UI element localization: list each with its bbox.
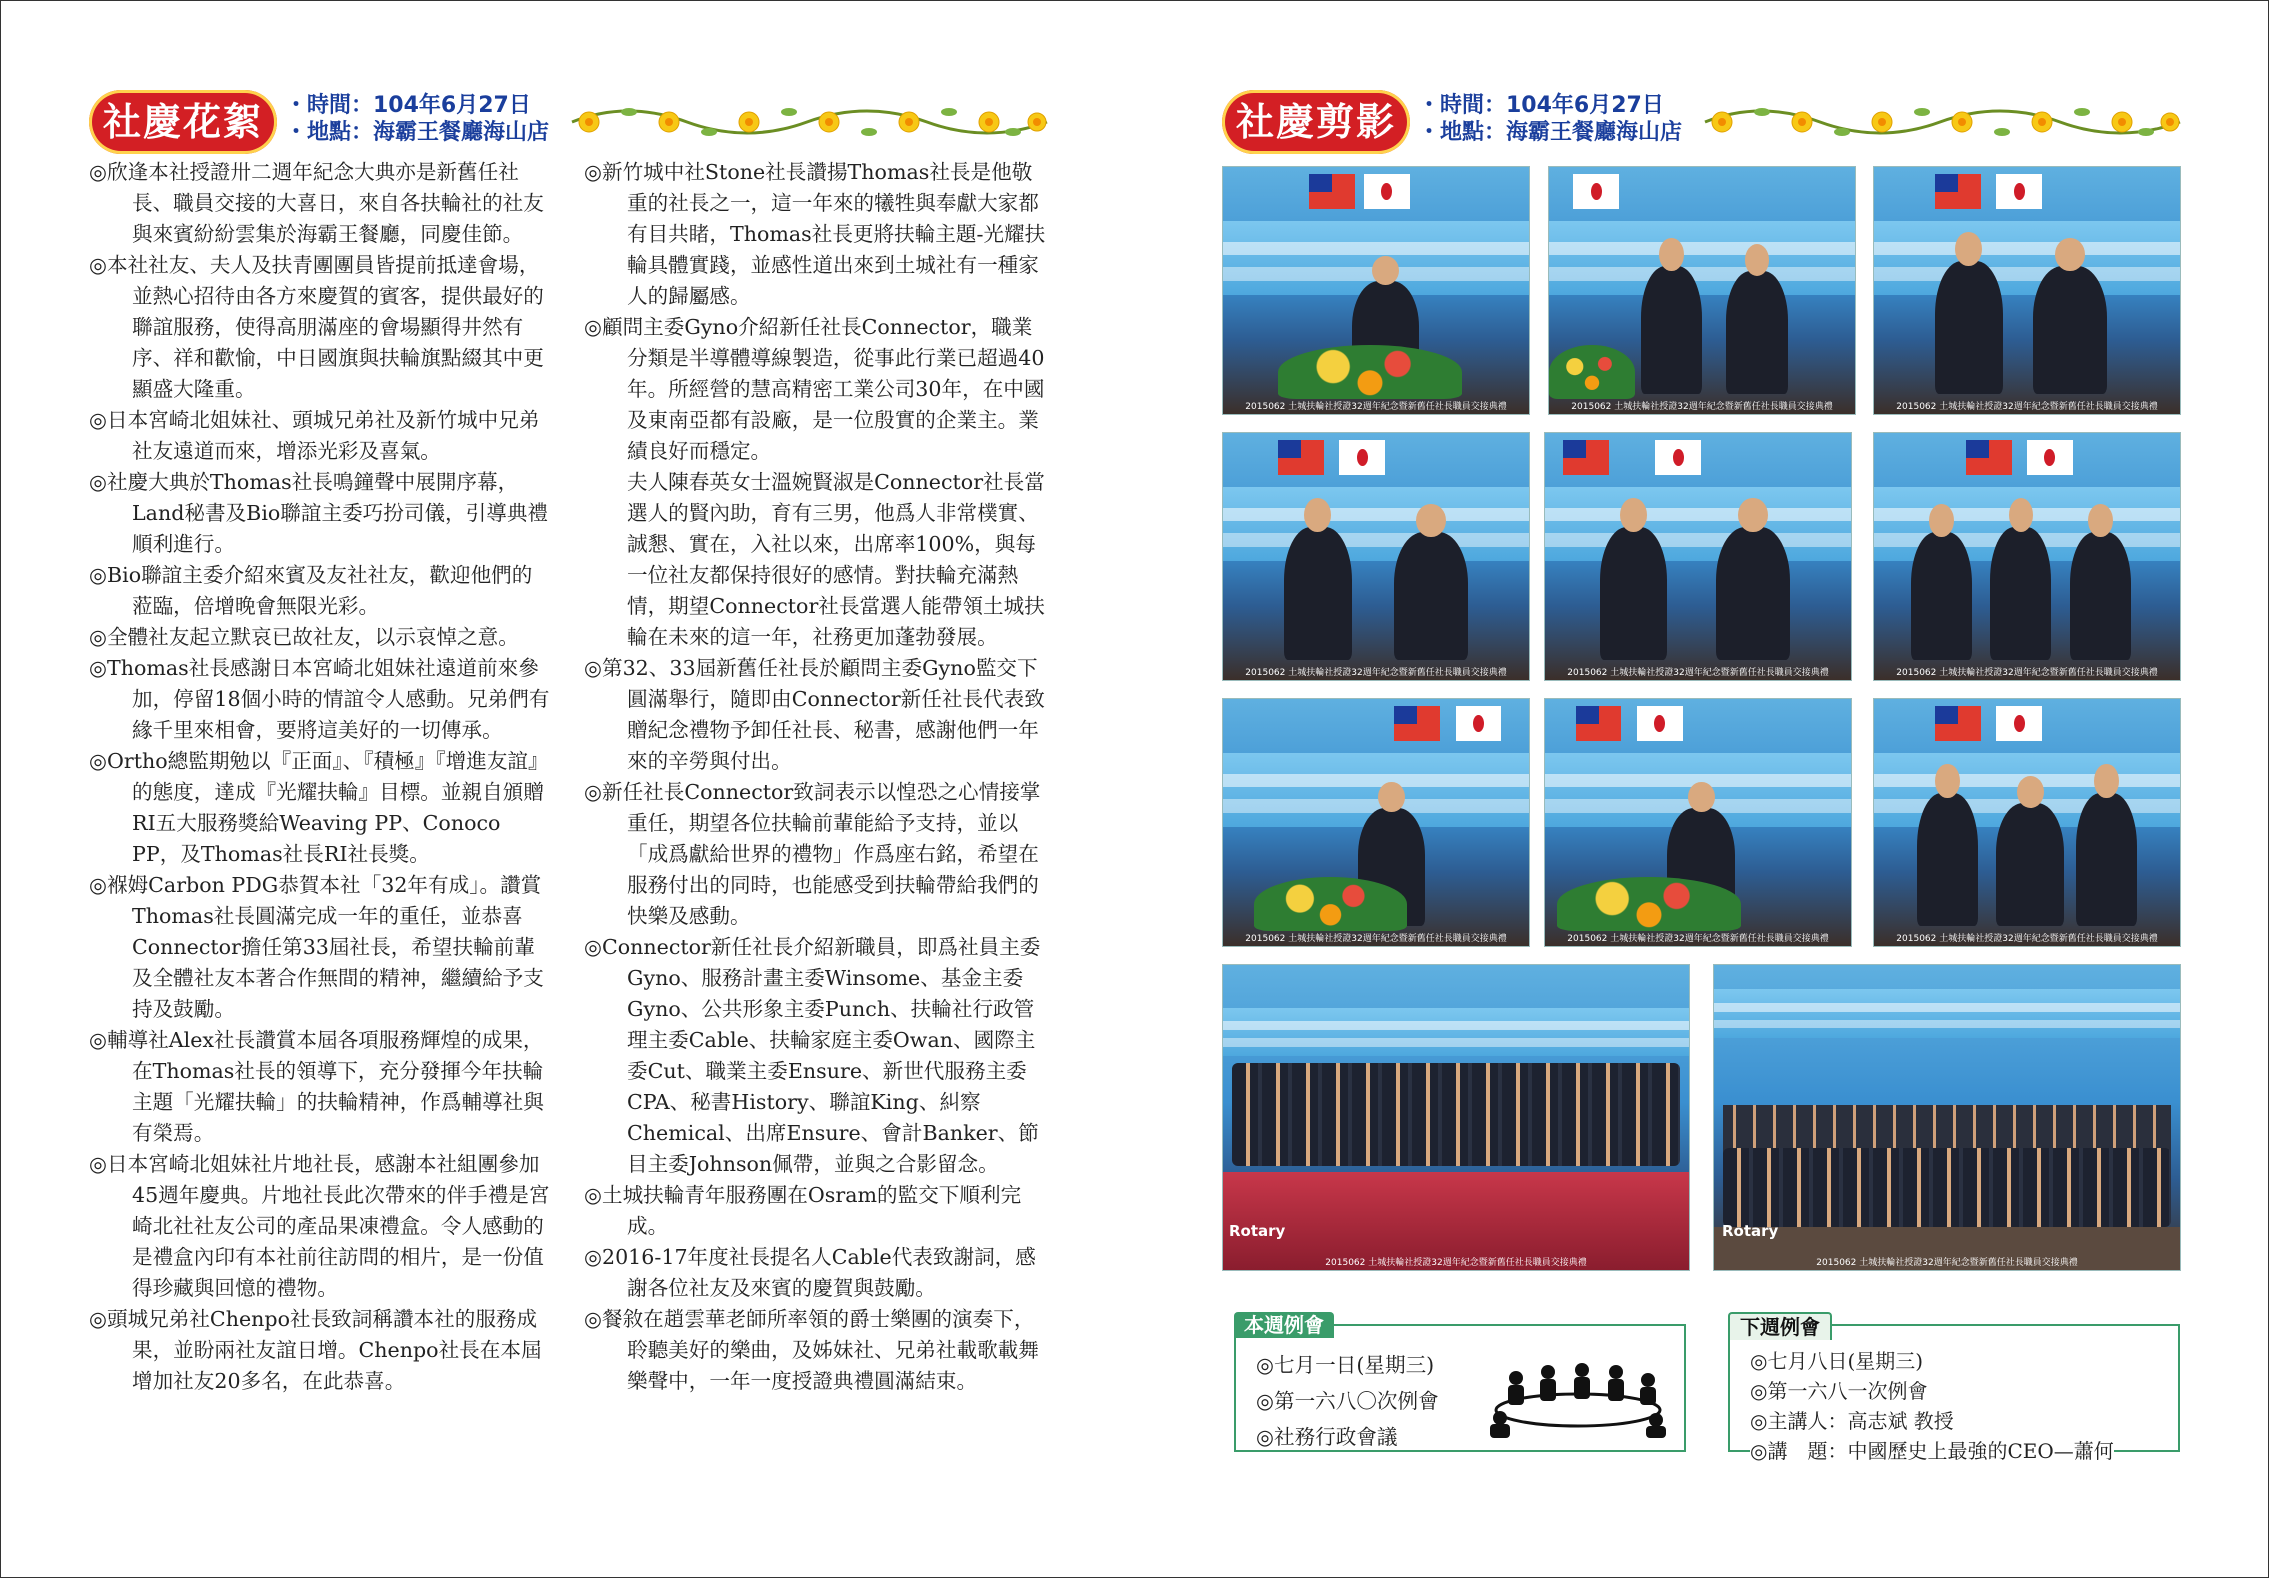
- paragraph: ◎本社社友、夫人及扶青團團員皆提前抵達會場，並熱心招待由各方來慶賀的賓客，提供最好的聯誼服務，使得高朋滿座的會場顯得井然有序、祥和歡愉，中日國旗與扶輪旗點綴其中更顯盛大隆重。: [89, 253, 544, 401]
- paragraph: ◎日本宮崎北姐妹社片地社長，感謝本社組團參加45週年慶典。片地社長此次帶來的伴手禮是宮崎北社社友公司的產品果凍禮盒。令人感動的是禮盒內印有本社前往訪問的相片，是一份值得珍藏與回憶的禮物。: [89, 1152, 550, 1300]
- rotary-logo-text: Rotary: [1229, 1222, 1286, 1240]
- left-header: [89, 90, 1049, 154]
- paragraph: ◎2016-17年度社長提名人Cable代表致謝詞，感謝各位社友及來賓的慶賀與鼓勵。: [584, 1245, 1036, 1300]
- photo-caption: 2015062 土城扶輪社授證32週年紀念暨新舊任社長職員交接典禮: [1245, 402, 1507, 412]
- event-place: ・地點：海霸王餐廳海山店: [285, 120, 550, 145]
- flower-vine-decoration: [567, 100, 1049, 144]
- event-place: ・地點：海霸王餐廳海山店: [1418, 120, 1683, 145]
- meeting-topic: ◎講 題：中國歷史上最強的CEO—蕭何: [1750, 1436, 2114, 1466]
- event-time: ・時間：104年6月27日: [285, 93, 531, 118]
- meeting-date: ◎七月八日(星期三): [1750, 1349, 1924, 1373]
- paragraph: ◎Thomas社長感謝日本宮崎北姐妹社遠道前來參加，停留18個小時的情誼令人感動。兄弟們有緣千里來相會，要將這美好的一切傳承。: [89, 656, 550, 742]
- paragraph: ◎日本宮崎北姐妹社、頭城兄弟社及新竹城中兄弟社友遠道而來，增添光彩及喜氣。: [89, 408, 540, 463]
- photo-gift-exchange: [1544, 432, 1852, 681]
- text-column-right: [584, 157, 1047, 1397]
- event-time: ・時間：104年6月27日: [1418, 93, 1664, 118]
- photo-certificate-presentation: [1548, 166, 1856, 415]
- photo-caption: 2015062 土城扶輪社授證32週年紀念暨新舊任社長職員交接典禮: [1896, 402, 2158, 412]
- paragraph: ◎新竹城中社Stone社長讚揚Thomas社長是他敬重的社長之一，這一年來的犧牲與奉獻大家都有目共睹，Thomas社長更將扶輪主題-光耀扶輪具體實踐，並感性道出來到土城社有一種家人的歸屬感。: [584, 160, 1046, 308]
- photo-speaker-podium: [1222, 698, 1530, 947]
- next-week-meeting-box: [1728, 1315, 2180, 1463]
- paragraph: ◎褓姆Carbon PDG恭賀本社「32年有成」。讚賞Thomas社長圓滿完成一年的重任，並恭喜Connector擔任第33屆社長，希望扶輪前輩及全體社友本著合作無間的精神，繼續給予支持及鼓勵。: [89, 873, 544, 1021]
- meeting-date: ◎七月一日(星期三): [1256, 1353, 1435, 1377]
- next-week-tag: 下週例會: [1728, 1312, 1832, 1340]
- paragraph: ◎第32、33屆新舊任社長於顧問主委Gyno監交下圓滿舉行，隨即由Connector新任社長代表致贈紀念禮物予卸任社長、秘書，感謝他們一年來的辛勞與付出。: [584, 656, 1045, 773]
- paragraph: ◎Bio聯誼主委介紹來賓及友社社友，歡迎他們的蒞臨，倍增晚會無限光彩。: [89, 563, 533, 618]
- this-week-tag: 本週例會: [1234, 1312, 1334, 1338]
- paragraph: ◎社慶大典於Thomas社長鳴鐘聲中展開序幕，Land秘書及Bio聯誼主委巧扮司儀，引導典禮順利進行。: [89, 470, 549, 556]
- meeting-sketch-illustration: [1486, 1358, 1670, 1440]
- photo-caption: 2015062 土城扶輪社授證32週年紀念暨新舊任社長職員交接典禮: [1245, 934, 1507, 944]
- photo-plaque-presentation: [1222, 432, 1530, 681]
- meeting-speaker: ◎主講人：高志斌 教授: [1750, 1409, 1954, 1433]
- paragraph: 夫人陳春英女士溫婉賢淑是Connector社長當選人的賢內助，育有三男，他爲人非常樸實、誠懇、實在，入社以來，出席率100%，與每一位社友都保持很好的感情。對扶輪充滿熱情，期望Connector社長當選人能帶領土城扶輪在未來的這一年，社務更加蓬勃發展。: [627, 470, 1045, 649]
- paragraph: ◎Connector新任社長介紹新職員，即爲社員主委Gyno、服務計畫主委Winsome、基金主委Gyno、公共形象主委Punch、扶輪社行政管理主委Cable、扶輪家庭主委Owan、國際主委Cut、職業主委Ensure、新世代服務主委CPA、秘書History、聯誼King、糾察Chemical、出席Ensure、會計Banker、節目主委Johnson佩帶，並與之合影留念。: [584, 935, 1041, 1176]
- photo-caption: 2015062 土城扶輪社授證32週年紀念暨新舊任社長職員交接典禮: [1567, 668, 1829, 678]
- paragraph: ◎輔導社Alex社長讚賞本屆各項服務輝煌的成果，在Thomas社長的領導下，充分發揮今年扶輪主題「光耀扶輪」的扶輪精神，作爲輔導社與有榮焉。: [89, 1028, 544, 1145]
- paragraph: ◎全體社友起立默哀已故社友，以示哀悼之意。: [89, 625, 519, 649]
- photo-officers-group: [1222, 964, 1690, 1271]
- text-column-left: [89, 157, 552, 1397]
- rotary-logo-text: Rotary: [1722, 1222, 1779, 1240]
- photo-caption: 2015062 土城扶輪社授證32週年紀念暨新舊任社長職員交接典禮: [1816, 1258, 2078, 1268]
- paragraph: ◎新任社長Connector致詞表示以惶恐之心情接掌重任，期望各位扶輪前輩能給予支持，並以「成爲獻給世界的禮物」作爲座右銘，希望在服務付出的同時，也能感受到扶輪帶給我們的快樂及感動。: [584, 780, 1041, 928]
- event-meta: [1418, 92, 1682, 146]
- paragraph: ◎欣逢本社授證卅二週年紀念大典亦是新舊任社長、職員交接的大喜日，來自各扶輪社的社友與來賓紛紛雲集於海霸王餐廳，同慶佳節。: [89, 160, 544, 246]
- paragraph: ◎頭城兄弟社Chenpo社長致詞稱讚本社的服務成果，並盼兩社友誼日增。Chenpo社長在本屆增加社友20多名，在此恭喜。: [89, 1307, 542, 1393]
- photo-certificate-presentation: [1873, 166, 2181, 415]
- this-week-meeting-box: [1234, 1313, 1686, 1452]
- photo-caption: 2015062 土城扶輪社授證32週年紀念暨新舊任社長職員交接典禮: [1896, 668, 2158, 678]
- photo-gift-exchange: [1873, 432, 2181, 681]
- flower-vine-decoration: [1700, 100, 2182, 144]
- right-header: [1222, 90, 2182, 154]
- meeting-number: ◎第一六八〇次例會: [1256, 1389, 1439, 1413]
- photo-caption: 2015062 土城扶輪社授證32週年紀念暨新舊任社長職員交接典禮: [1245, 668, 1507, 678]
- section-badge: 社慶剪影: [1222, 90, 1410, 154]
- paragraph: ◎土城扶輪青年服務團在Osram的監交下順利完成。: [584, 1183, 1022, 1238]
- paragraph: ◎餐敘在趙雲華老師所率領的爵士樂團的演奏下，聆聽美好的樂曲，及姊妹社、兄弟社載歌載舞樂聲中，一年一度授證典禮圓滿結束。: [584, 1307, 1039, 1393]
- paragraph: ◎顧問主委Gyno介紹新任社長Connector，職業分類是半導體導線製造，從事此行業已超過40年。所經營的慧高精密工業公司30年，在中國及東南亞都有設廠，是一位殷實的企業主。業績良好而穩定。: [584, 315, 1045, 463]
- photo-caption: 2015062 土城扶輪社授證32週年紀念暨新舊任社長職員交接典禮: [1325, 1258, 1587, 1268]
- meeting-topic: ◎社務行政會議: [1256, 1425, 1398, 1449]
- section-badge: 社慶花絮: [89, 90, 277, 154]
- photo-speaker-podium: [1544, 698, 1852, 947]
- photo-group-handover: [1873, 698, 2181, 947]
- paragraph: ◎Ortho總監期勉以『正面』、『積極』『增進友誼』的態度，達成『光耀扶輪』目標。並親自頒贈RI五大服務獎給Weaving PP、Conoco PP，及Thomas社長RI社長獎。: [89, 749, 549, 866]
- photo-caption: 2015062 土城扶輪社授證32週年紀念暨新舊任社長職員交接典禮: [1571, 402, 1833, 412]
- photo-caption: 2015062 土城扶輪社授證32週年紀念暨新舊任社長職員交接典禮: [1896, 934, 2158, 944]
- photo-caption: 2015062 土城扶輪社授證32週年紀念暨新舊任社長職員交接典禮: [1567, 934, 1829, 944]
- photo-all-members-group: [1713, 964, 2181, 1271]
- event-meta: [285, 92, 549, 146]
- photo-speaker-podium: [1222, 166, 1530, 415]
- meeting-number: ◎第一六八一次例會: [1750, 1379, 1928, 1403]
